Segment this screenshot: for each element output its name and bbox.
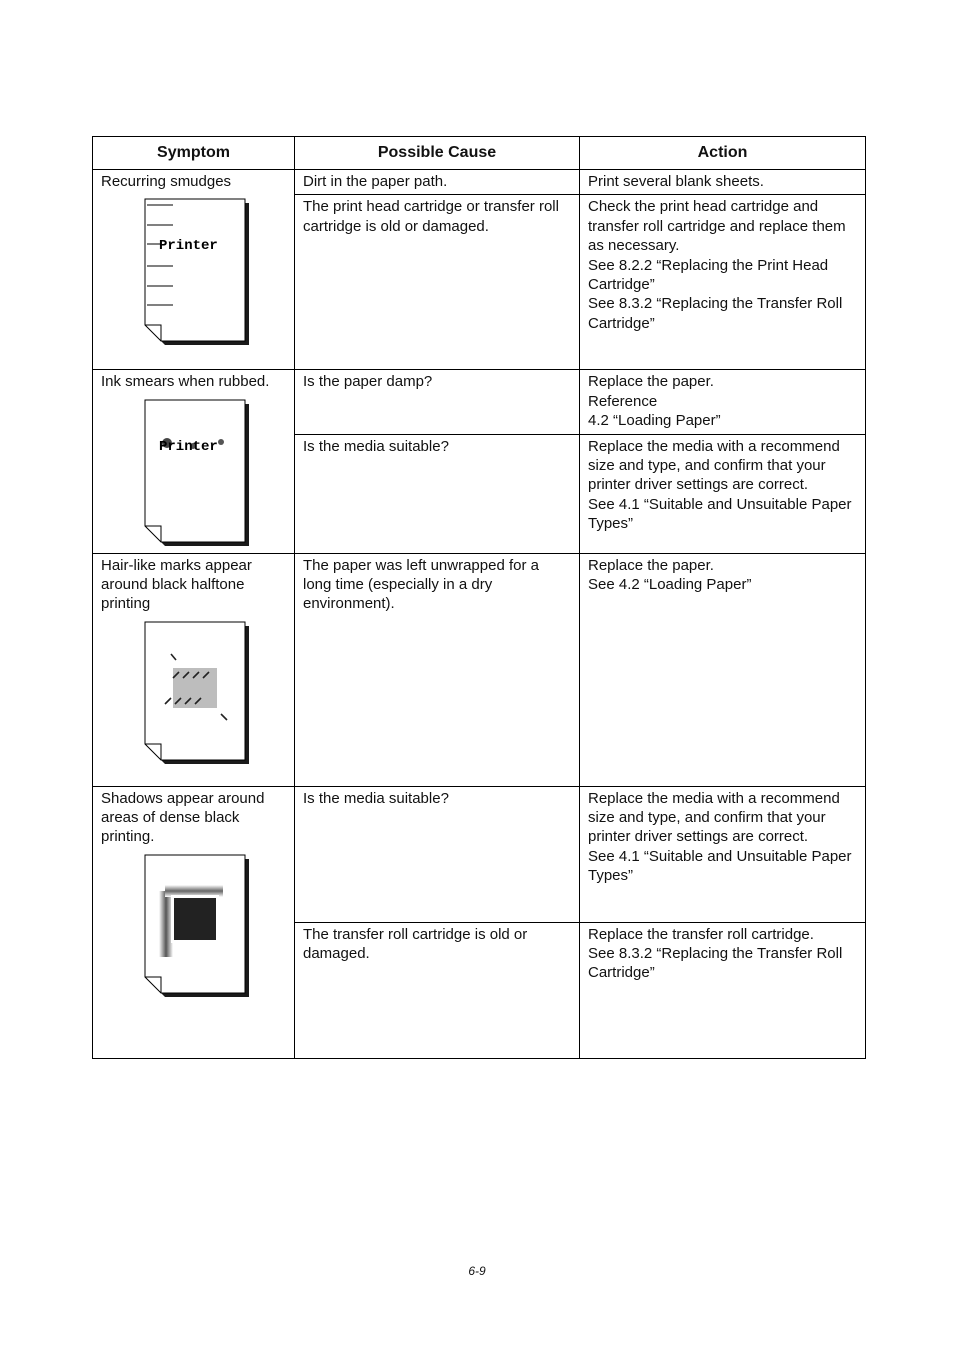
table-row (93, 170, 866, 195)
cause-text: Dirt in the paper path. (303, 173, 448, 190)
ink-smears-illustration (141, 396, 249, 546)
printer-sample-text: Printer (159, 238, 218, 255)
symptom-cell (93, 786, 295, 1058)
printer-sample-text: Printer (159, 438, 218, 455)
cause-cell (295, 370, 580, 434)
cause-text: Is the media suitable? (303, 789, 449, 807)
hair-like-marks-illustration (141, 618, 249, 764)
action-cell (580, 786, 866, 922)
cause-text: The paper was left unwrapped for a long time (especially in a dry environment). (303, 556, 539, 613)
troubleshooting-table (92, 136, 866, 1059)
header-symptom: Symptom (93, 137, 295, 170)
symptom-text: Shadows appear around areas of dense black printing. (101, 789, 265, 846)
symptom-text: Hair-like marks appear around black halftone printing (101, 556, 252, 613)
cause-cell (295, 922, 580, 1058)
action-text: Check the print head cartridge and transfer roll cartridge and replace them as necessary. See 8.2.2 “Replacing the Print Head Cartridge” See 8.3.2 “Replacing the Transfer Roll Cartridge” (588, 198, 846, 332)
table-row (93, 553, 866, 786)
cause-cell (295, 553, 580, 786)
symptom-text: Recurring smudges (101, 173, 232, 190)
action-text: Replace the paper. Reference 4.2 “Loading Paper” (588, 373, 721, 430)
cause-text: The print head cartridge or transfer roll cartridge is old or damaged. (303, 198, 559, 235)
symptom-cell (93, 553, 295, 786)
page-number: 6-9 (468, 1264, 486, 1278)
action-cell (580, 195, 866, 370)
header-possible-cause: Possible Cause (295, 137, 580, 170)
action-cell (580, 434, 866, 553)
cause-text: Is the media suitable? (303, 437, 449, 455)
table-header-row (93, 137, 866, 170)
shadows-illustration (141, 851, 249, 997)
cause-cell (295, 195, 580, 370)
action-cell (580, 553, 866, 786)
cause-text: Is the paper damp? (303, 373, 433, 391)
symptom-cell (93, 370, 295, 553)
action-cell (580, 370, 866, 434)
action-cell (580, 922, 866, 1058)
cause-cell (295, 786, 580, 922)
header-action: Action (580, 137, 866, 170)
cause-text: The transfer roll cartridge is old or damaged. (303, 925, 528, 963)
table-row (93, 370, 866, 434)
action-text: Replace the transfer roll cartridge. See 8.3.2 “Replacing the Transfer Roll Cartridge” (588, 925, 843, 982)
cause-cell (295, 434, 580, 553)
recurring-smudges-illustration (141, 195, 249, 345)
action-text: Replace the media with a recommend size and type, and confirm that your printer driver settings are correct. See 4.1 “Suitable and Unsuitable Paper Types” (588, 437, 852, 533)
action-cell (580, 170, 866, 195)
table-row (93, 786, 866, 922)
symptom-cell (93, 170, 295, 370)
cause-cell (295, 170, 580, 195)
action-text: Replace the paper. See 4.2 “Loading Paper” (588, 556, 752, 594)
action-text: Print several blank sheets. (588, 173, 764, 190)
action-text: Replace the media with a recommend size and type, and confirm that your printer driver settings are correct. See 4.1 “Suitable and Unsuitable Paper Types” (588, 789, 852, 885)
symptom-text: Ink smears when rubbed. (101, 373, 270, 391)
